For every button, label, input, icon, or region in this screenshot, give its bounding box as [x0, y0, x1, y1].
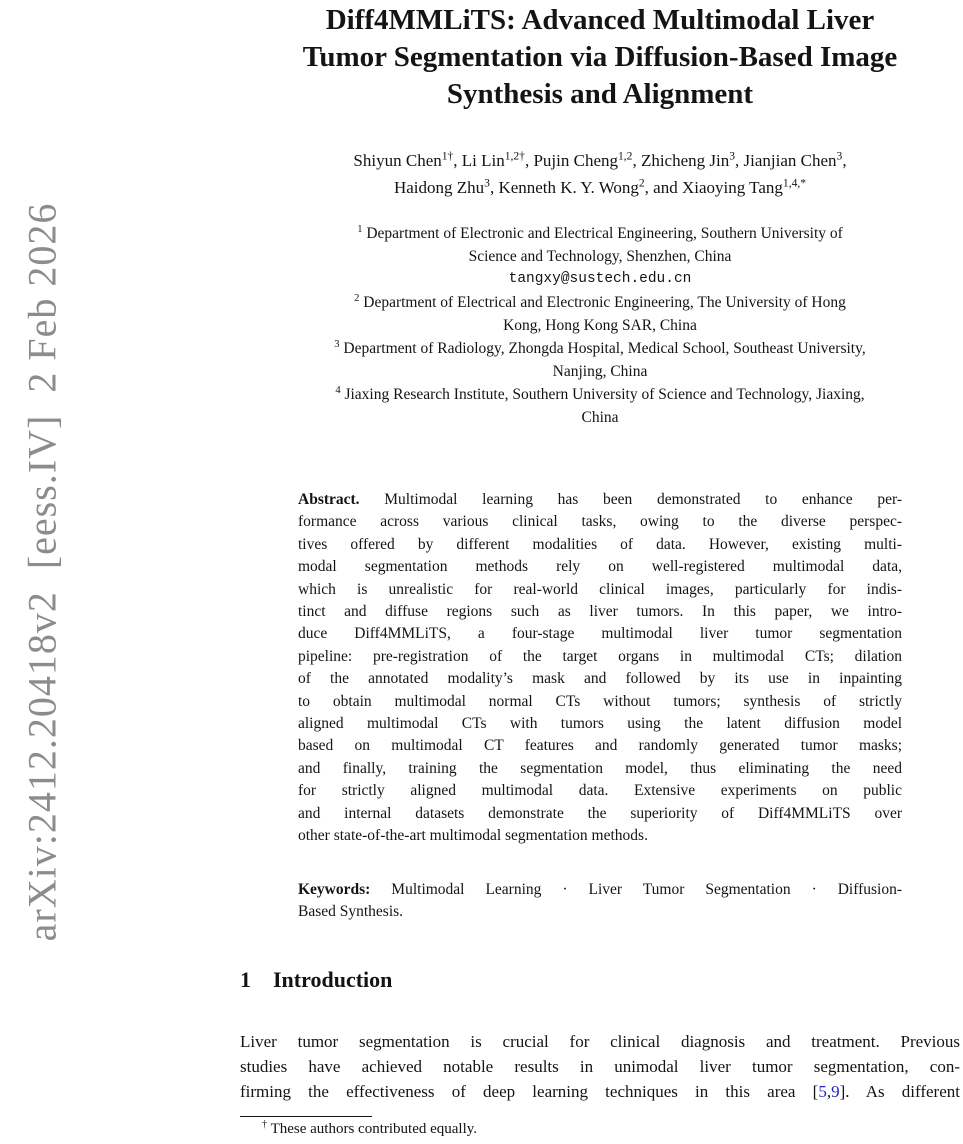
affiliation-text: Science and Technology, Shenzhen, China [468, 248, 732, 265]
author-affil-marker: 3 [484, 176, 490, 190]
title-line: Tumor Segmentation via Diffusion-Based Image [302, 41, 898, 73]
contact-email: tangxy@sustech.edu.cn [508, 271, 692, 287]
abstract-label: Abstract. [298, 491, 360, 508]
abstract-line: tinct and diffuse regions such as liver tumors. In this paper, we intro- [298, 603, 902, 621]
abstract-line: for strictly aligned multimodal data. Extensive experiments on public [298, 782, 902, 800]
author-affil-marker: 3 [729, 149, 736, 163]
author-affil-marker: 1† [441, 149, 454, 163]
author-affil-marker: 1,2† [504, 149, 525, 163]
author-affil-marker: 2 [638, 176, 645, 190]
affiliation [240, 291, 960, 314]
affiliation-text: Department of Electronic and Electrical Engineering, Southern University of [366, 225, 843, 242]
author-line [240, 174, 960, 201]
author-name: , Pujin Cheng [524, 151, 619, 170]
paper-title [240, 0, 960, 113]
author-affil-marker: 3 [836, 149, 843, 163]
affiliation [240, 222, 960, 245]
affiliation-text: Nanjing, China [552, 363, 648, 380]
keywords-line: Keywords: Multimodal Learning · Liver Tumor Segmentation · Diffusion- [298, 880, 902, 898]
keywords-line: Based Synthesis. [298, 902, 404, 920]
affiliation [240, 383, 960, 406]
abstract-line: duce Diff4MMLiTS, a four-stage multimodal liver tumor segmentation [298, 625, 902, 643]
section-heading-introduction [240, 965, 960, 995]
affiliation-continued [240, 360, 960, 383]
affiliation-list [240, 222, 960, 429]
abstract-line: and internal datasets demonstrate the superiority of Diff4MMLiTS over [298, 804, 902, 822]
abstract-line: which is unrealistic for real-world clinical images, particularly for indis- [298, 580, 902, 598]
author-name: Haidong Zhu [393, 178, 485, 197]
arxiv-watermark: arXiv:2412.20418v2 [eess.IV] 2 Feb 2026 [19, 202, 65, 942]
abstract-line: aligned multimodal CTs with tumors using the latent diffusion model [298, 715, 902, 733]
affiliation-marker: 1 [357, 223, 363, 235]
title-line: Synthesis and Alignment [446, 78, 754, 110]
author-affil-marker: 1,4,* [782, 176, 807, 190]
author-list [240, 147, 960, 201]
affiliation-marker: 3 [334, 338, 340, 350]
body-line: firming the effectiveness of deep learning techniques in this area [5,9]. As different [240, 1082, 960, 1102]
abstract-line: and finally, training the segmentation model, thus eliminating the need [298, 759, 902, 777]
abstract-line: formance across various clinical tasks, owing to the diverse perspec- [298, 513, 902, 531]
author-line [240, 147, 960, 174]
footnote-dagger: † [262, 1119, 268, 1131]
author-name: , Li Lin [453, 151, 505, 170]
abstract [298, 489, 902, 848]
affiliation-text: China [581, 409, 619, 426]
body-line: studies have achieved notable results in unimodal liver tumor segmentation, con- [240, 1057, 960, 1077]
section-number: 1 [240, 967, 251, 993]
abstract-line: based on multimodal CT features and randomly generated tumor masks; [298, 737, 902, 755]
section-title: Introduction [273, 967, 393, 993]
author-name: , Jianjian Chen [735, 151, 837, 170]
title-line: Diff4MMLiTS: Advanced Multimodal Liver [325, 4, 875, 36]
affiliation-marker: 2 [354, 292, 360, 304]
author-name: , Kenneth K. Y. Wong [489, 178, 639, 197]
paper-column [240, 0, 960, 1140]
abstract-line: pipeline: pre-registration of the target organs in multimodal CTs; dilation [298, 647, 902, 665]
abstract-line: Abstract. Multimodal learning has been demonstrated to enhance per- [298, 491, 903, 508]
abstract-line: of the annotated modality’s mask and followed by its use in inpainting [298, 670, 902, 688]
affiliation-text: Jiaxing Research Institute, Southern University of Science and Technology, Jiaxing, [344, 386, 865, 403]
citation-link-5[interactable]: 5 [818, 1082, 827, 1102]
affiliation-continued [240, 245, 960, 268]
author-affil-marker: 1,2 [618, 149, 633, 163]
author-separator: , [842, 151, 847, 170]
abstract-line: to obtain multimodal normal CTs without tumors; synthesis of strictly [298, 692, 902, 710]
affiliation-text: Department of Radiology, Zhongda Hospital, Medical School, Southeast University, [343, 340, 866, 357]
author-name: , and Xiaoying Tang [644, 178, 783, 197]
affiliation-continued [240, 314, 960, 337]
abstract-line: tives offered by different modalities of data. However, existing multi- [298, 535, 902, 553]
affiliation-text: Department of Electrical and Electronic Engineering, The University of Hong [363, 294, 846, 311]
affiliation [240, 337, 960, 360]
affiliation-text: Kong, Hong Kong SAR, China [503, 317, 697, 334]
author-name: Shiyun Chen [353, 151, 442, 170]
intro-paragraph [240, 1029, 960, 1104]
citation-link-9[interactable]: 9 [831, 1082, 840, 1102]
author-name: , Zhicheng Jin [632, 151, 730, 170]
body-line: Liver tumor segmentation is crucial for clinical diagnosis and treatment. Previous [240, 1032, 960, 1052]
keywords [298, 879, 902, 924]
abstract-line: modal segmentation methods rely on well-registered multimodal data, [298, 558, 902, 576]
affiliation-marker: 4 [335, 384, 341, 396]
keywords-label: Keywords: [298, 880, 371, 898]
abstract-line: other state-of-the-art multimodal segmentation methods. [298, 827, 648, 845]
affiliation-continued [240, 406, 960, 429]
footnote: † These authors contributed equally. [262, 1119, 478, 1138]
